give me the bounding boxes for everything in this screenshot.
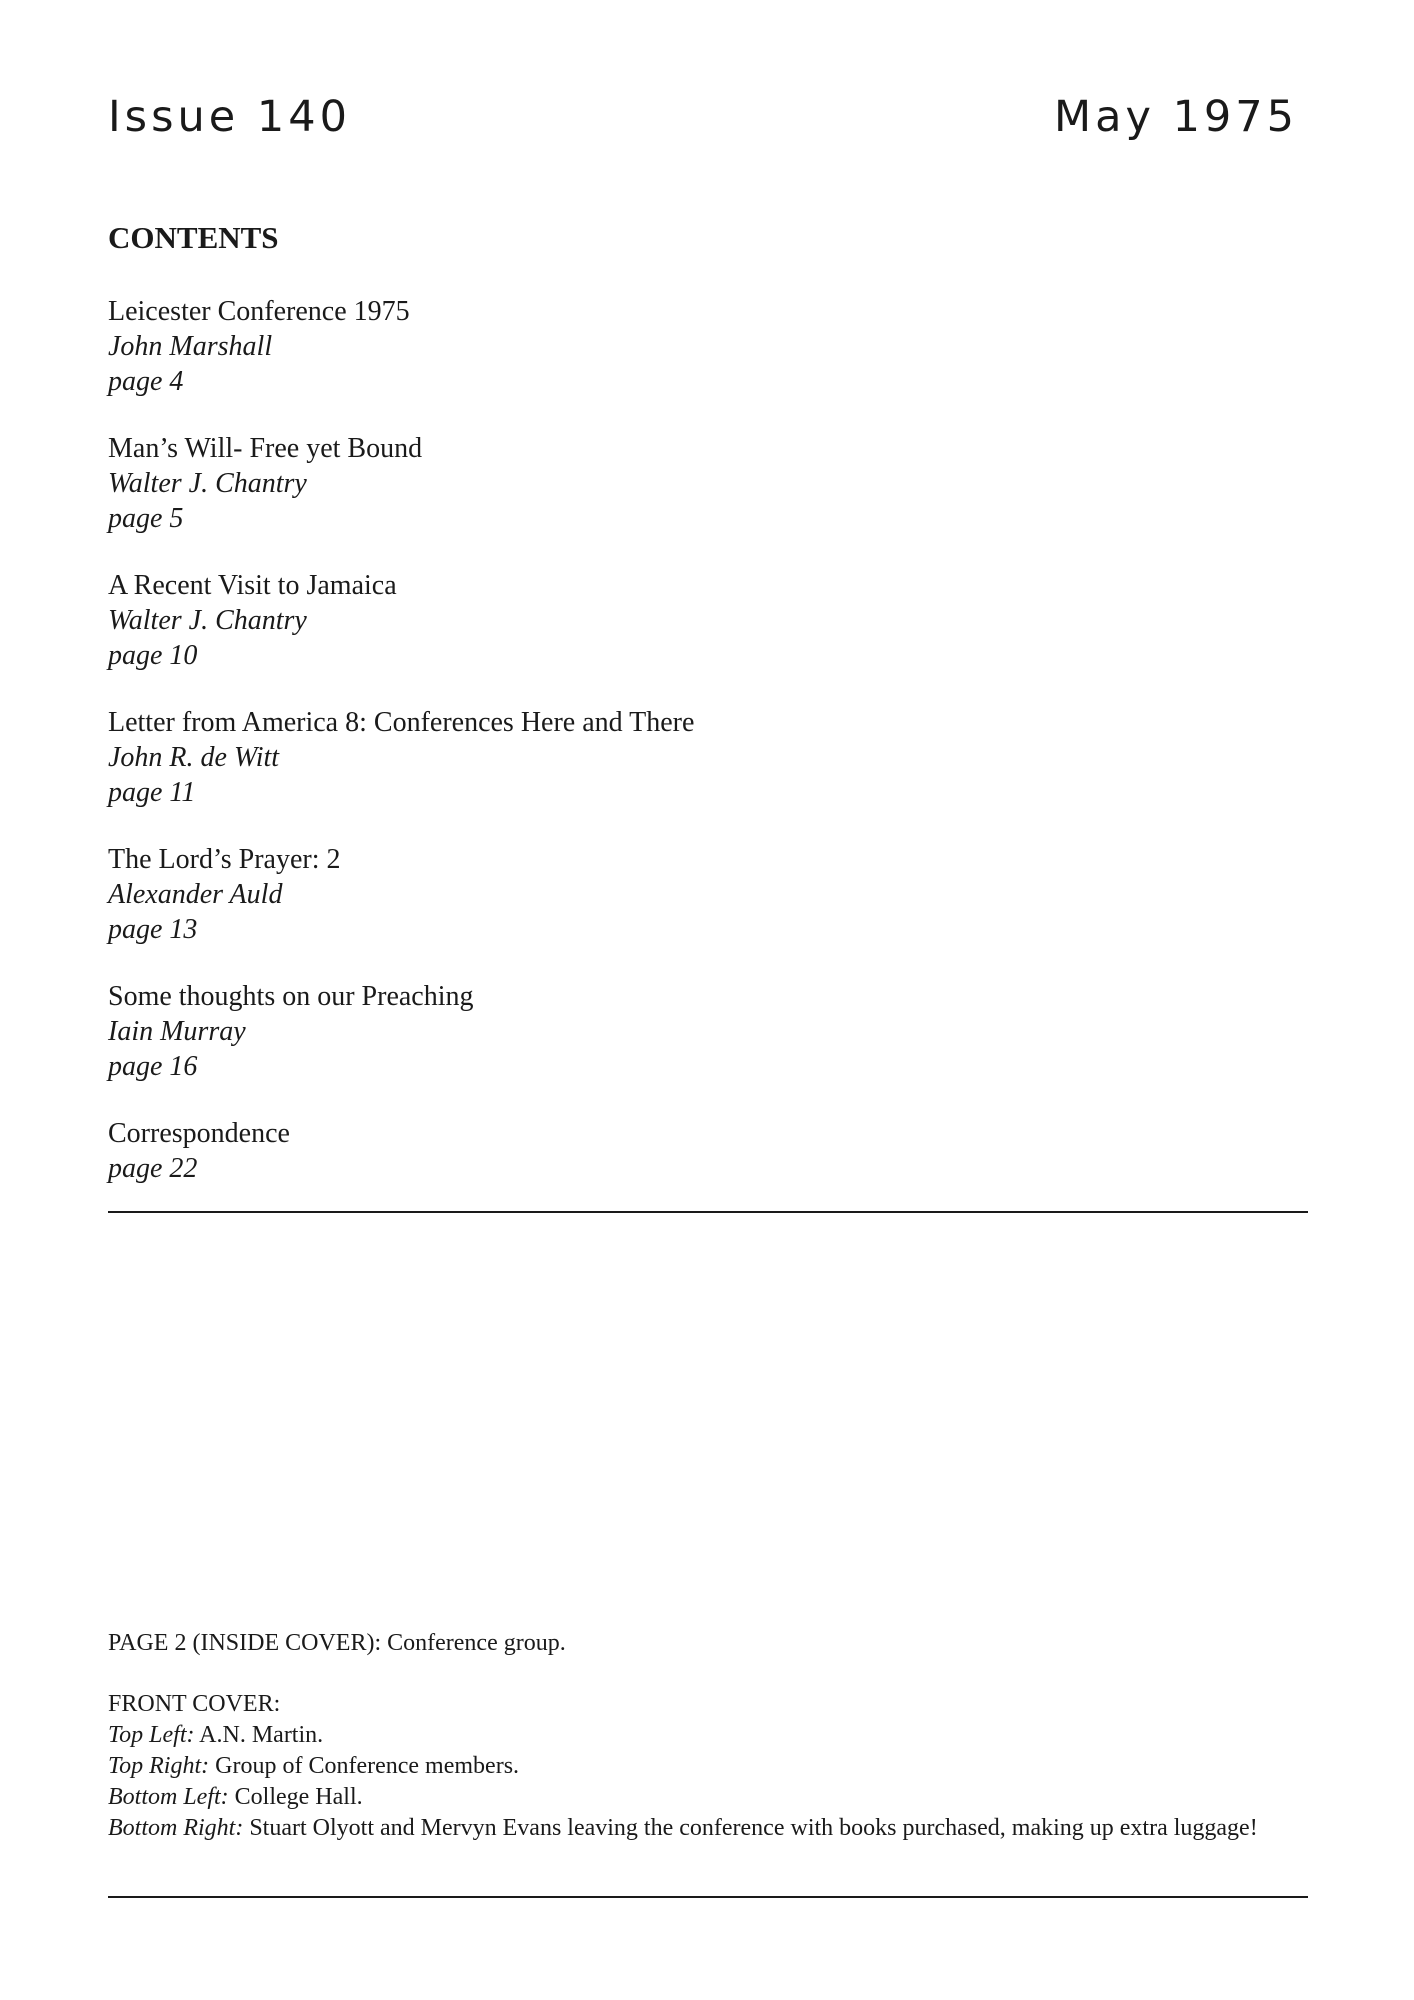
entry-page: page 5 xyxy=(108,503,184,534)
entry-title: The Lord’s Prayer: 2 xyxy=(108,844,341,875)
entry-title: Some thoughts on our Preaching xyxy=(108,981,474,1012)
divider-rule xyxy=(108,1211,1308,1213)
entry-page: page 16 xyxy=(108,1051,198,1082)
entry-page: page 10 xyxy=(108,640,198,671)
entry-title: Correspondence xyxy=(108,1118,290,1149)
entry-author: Walter J. Chantry xyxy=(108,605,307,636)
contents-entry[interactable] xyxy=(108,1116,1308,1253)
contents-entry[interactable] xyxy=(108,294,1308,431)
entry-title: Letter from America 8: Conferences Here and There xyxy=(108,707,695,738)
contents-entry[interactable] xyxy=(108,979,1308,1116)
entry-page: page 11 xyxy=(108,777,196,808)
entry-title: Leicester Conference 1975 xyxy=(108,296,410,327)
cover-captions xyxy=(108,1628,1308,1844)
caption-text: College Hall. xyxy=(228,1784,363,1810)
entry-page: page 13 xyxy=(108,914,198,945)
inside-cover-caption: PAGE 2 (INSIDE COVER): Conference group. xyxy=(108,1630,566,1656)
caption-text: Group of Conference members. xyxy=(209,1753,520,1779)
entry-author: John Marshall xyxy=(108,331,273,362)
caption-bottom-left xyxy=(108,1782,1308,1813)
contents-entry[interactable] xyxy=(108,842,1308,979)
divider-rule xyxy=(108,1896,1308,1898)
contents-entry[interactable] xyxy=(108,705,1308,842)
entry-author: Walter J. Chantry xyxy=(108,468,307,499)
front-cover-heading: FRONT COVER: xyxy=(108,1691,281,1717)
entry-author: John R. de Witt xyxy=(108,742,280,773)
caption-top-right xyxy=(108,1751,1308,1782)
contents-entry[interactable] xyxy=(108,568,1308,705)
entry-author: Alexander Auld xyxy=(108,879,283,910)
issue-date: May 1975 xyxy=(1054,92,1298,142)
caption-top-left xyxy=(108,1720,1308,1751)
contents-heading: CONTENTS xyxy=(108,220,279,255)
contents-entry[interactable] xyxy=(108,431,1308,568)
caption-bottom-right xyxy=(108,1813,1308,1844)
caption-label: Top Right: xyxy=(108,1753,210,1779)
contents-list xyxy=(108,294,1308,1253)
caption-text: A.N. Martin. xyxy=(194,1722,324,1748)
caption-label: Bottom Right: xyxy=(108,1815,244,1841)
entry-title: A Recent Visit to Jamaica xyxy=(108,570,397,601)
entry-page: page 22 xyxy=(108,1153,198,1184)
entry-title: Man’s Will- Free yet Bound xyxy=(108,433,423,464)
entry-page: page 4 xyxy=(108,366,184,397)
caption-label: Top Left: xyxy=(108,1722,195,1748)
caption-text: Stuart Olyott and Mervyn Evans leaving the conference with books purchased, making up extra luggage! xyxy=(243,1815,1258,1841)
issue-number: Issue 140 xyxy=(108,92,351,142)
caption-label: Bottom Left: xyxy=(108,1784,229,1810)
entry-author: Iain Murray xyxy=(108,1016,246,1047)
